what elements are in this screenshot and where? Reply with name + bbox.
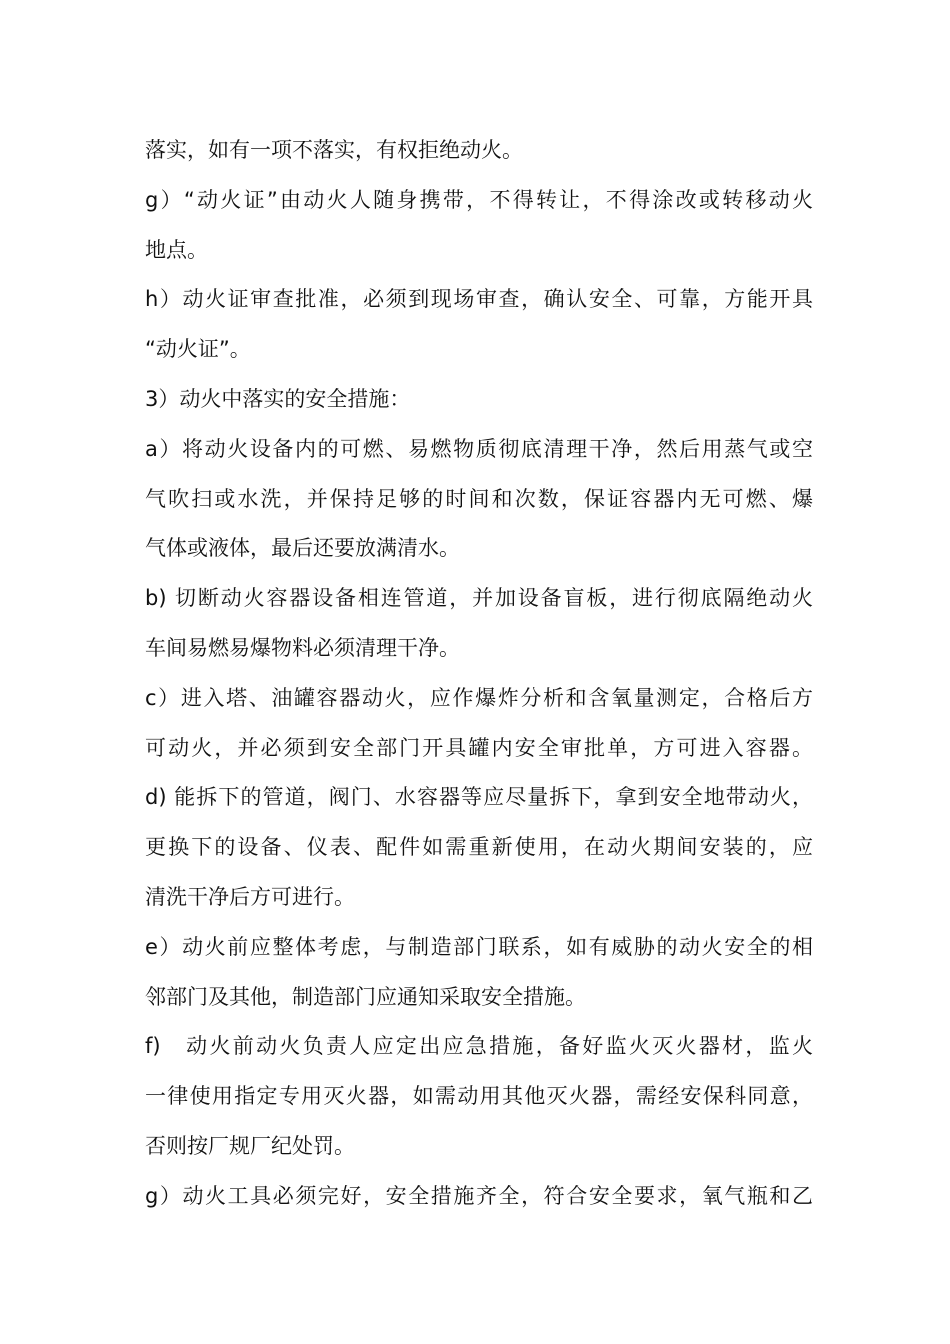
text-line: g）“动火证”由动火人随身携带，不得转让，不得涂改或转移动火 [145, 187, 813, 212]
text-line: 邻部门及其他，制造部门应通知采取安全措施。 [145, 984, 586, 1009]
text-line: b) 切断动火容器设备相连管道，并加设备盲板，进行彻底隔绝动火 [145, 586, 813, 611]
text-line: 可动火，并必须到安全部门开具罐内安全审批单，方可进入容器。 [145, 735, 813, 760]
text-line: 气吹扫或水洗，并保持足够的时间和次数，保证容器内无可燃、爆 [145, 486, 813, 511]
text-line: a）将动火设备内的可燃、易燃物质彻底清理干净，然后用蒸气或空 [145, 436, 813, 461]
document-body [145, 126, 813, 1222]
text-line: d) 能拆下的管道，阀门、水容器等应尽量拆下，拿到安全地带动火， [145, 785, 813, 810]
text-line: “动火证”。 [145, 337, 251, 362]
text-line: 一律使用指定专用灭火器，如需动用其他灭火器，需经安保科同意， [145, 1084, 813, 1109]
text-line: c）进入塔、油罐容器动火，应作爆炸分析和含氧量测定，合格后方 [145, 685, 813, 710]
text-line: 否则按厂规厂纪处罚。 [145, 1133, 355, 1158]
text-line: f) 动火前动火负责人应定出应急措施，备好监火灭火器材，监火 [145, 1034, 813, 1059]
text-line: 3）动火中落实的安全措施： [145, 386, 411, 411]
text-line: g）动火工具必须完好，安全措施齐全，符合安全要求，氧气瓶和乙 [145, 1183, 813, 1208]
text-line: 清洗干净后方可进行。 [145, 884, 355, 909]
text-line: 地点。 [145, 237, 208, 262]
text-line: 气体或液体，最后还要放满清水。 [145, 536, 460, 561]
text-line: e）动火前应整体考虑，与制造部门联系，如有威胁的动火安全的相 [145, 934, 813, 959]
text-line: h）动火证审查批准，必须到现场审查，确认安全、可靠，方能开具 [145, 287, 813, 312]
text-line: 落实，如有一项不落实，有权拒绝动火。 [145, 138, 523, 162]
text-line: 更换下的设备、仪表、配件如需重新使用，在动火期间安装的，应 [145, 835, 813, 860]
text-line: 车间易燃易爆物料必须清理干净。 [145, 635, 460, 660]
